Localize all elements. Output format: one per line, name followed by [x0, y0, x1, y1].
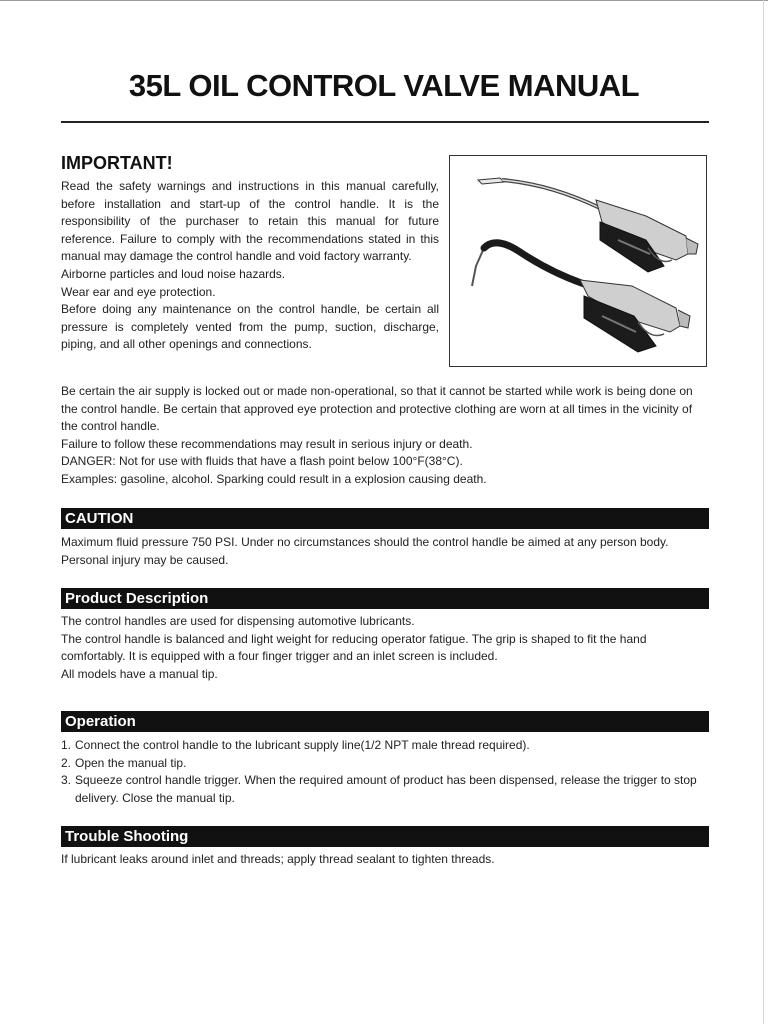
caution-paragraph: Maximum fluid pressure 750 PSI. Under no circumstances should the control handle be aimed at any person body. Personal injury may be caused. [61, 535, 669, 567]
caution-heading: CAUTION [61, 508, 709, 529]
warning-paragraph: Failure to follow these recommendations may result in serious injury or death. [61, 436, 473, 451]
trouble-shooting-paragraph: If lubricant leaks around inlet and threads; apply thread sealant to tighten threads. [61, 852, 495, 866]
control-handle-illustration [450, 156, 706, 366]
operation-steps [61, 737, 711, 807]
important-heading: IMPORTANT! [61, 153, 173, 173]
product-description-heading: Product Description [61, 588, 709, 609]
page-title: 35L OIL CONTROL VALVE MANUAL [128, 68, 640, 103]
step-text: Open the manual tip. [75, 755, 187, 770]
title-divider [61, 121, 709, 123]
step-number: 2. [61, 755, 72, 770]
important-text [61, 178, 439, 354]
operation-step [61, 737, 711, 755]
step-number: 3. [61, 773, 72, 788]
warning-paragraph: Be certain the air supply is locked out or made non-operational, so that it cannot be started while work is being done on the control handle. Be certain that approved eye protection and protective clothing are worn at all times in the vicinity of the control handle. [61, 384, 693, 434]
description-paragraph: All models have a manual tip. [61, 666, 218, 681]
important-paragraph: Before doing any maintenance on the control handle, be certain all pressure is completely vented from the pump, suction, discharge, piping, and all other openings and connections. [61, 302, 439, 352]
description-paragraph: The control handle is balanced and light weight for reducing operator fatigue. The grip is shaped to fit the hand comfortably. It is equipped with a four finger trigger and an inlet screen is included. [61, 631, 647, 664]
rigid-extension-gun [478, 178, 698, 272]
step-text: Squeeze control handle trigger. When the required amount of product has been dispensed, release the trigger to stop delivery. Close the manual tip. [75, 773, 697, 805]
warning-paragraph: Examples: gasoline, alcohol. Sparking could result in a explosion causing death. [61, 471, 487, 486]
important-paragraph: Read the safety warnings and instructions in this manual carefully, before installation and start-up of the control handle. It is the responsibility of the purchaser to retain this manual for future reference. Failure to comply with the recommendations stated in this manual may damage the control handle and void factory warranty. [61, 179, 439, 264]
important-paragraph: Wear ear and eye protection. [61, 284, 216, 299]
operation-step [61, 755, 711, 773]
operation-heading: Operation [61, 711, 709, 732]
description-paragraph: The control handles are used for dispensing automotive lubricants. [61, 614, 415, 628]
step-number: 1. [61, 738, 72, 752]
warning-paragraph: DANGER: Not for use with fluids that have a flash point below 100°F(38°C). [61, 454, 463, 469]
scan-edge-right [763, 0, 764, 1024]
scan-edge-top [0, 0, 768, 1]
product-illustration [449, 155, 707, 367]
product-description-text [61, 613, 711, 683]
trouble-shooting-text [61, 851, 711, 869]
trouble-shooting-heading: Trouble Shooting [61, 826, 709, 847]
safety-warnings [61, 383, 711, 489]
operation-list [61, 737, 711, 807]
operation-step [61, 772, 711, 807]
important-paragraph: Airborne particles and loud noise hazards. [61, 266, 286, 281]
step-text: Connect the control handle to the lubricant supply line(1/2 NPT male thread required). [75, 738, 530, 752]
caution-text [61, 534, 711, 569]
